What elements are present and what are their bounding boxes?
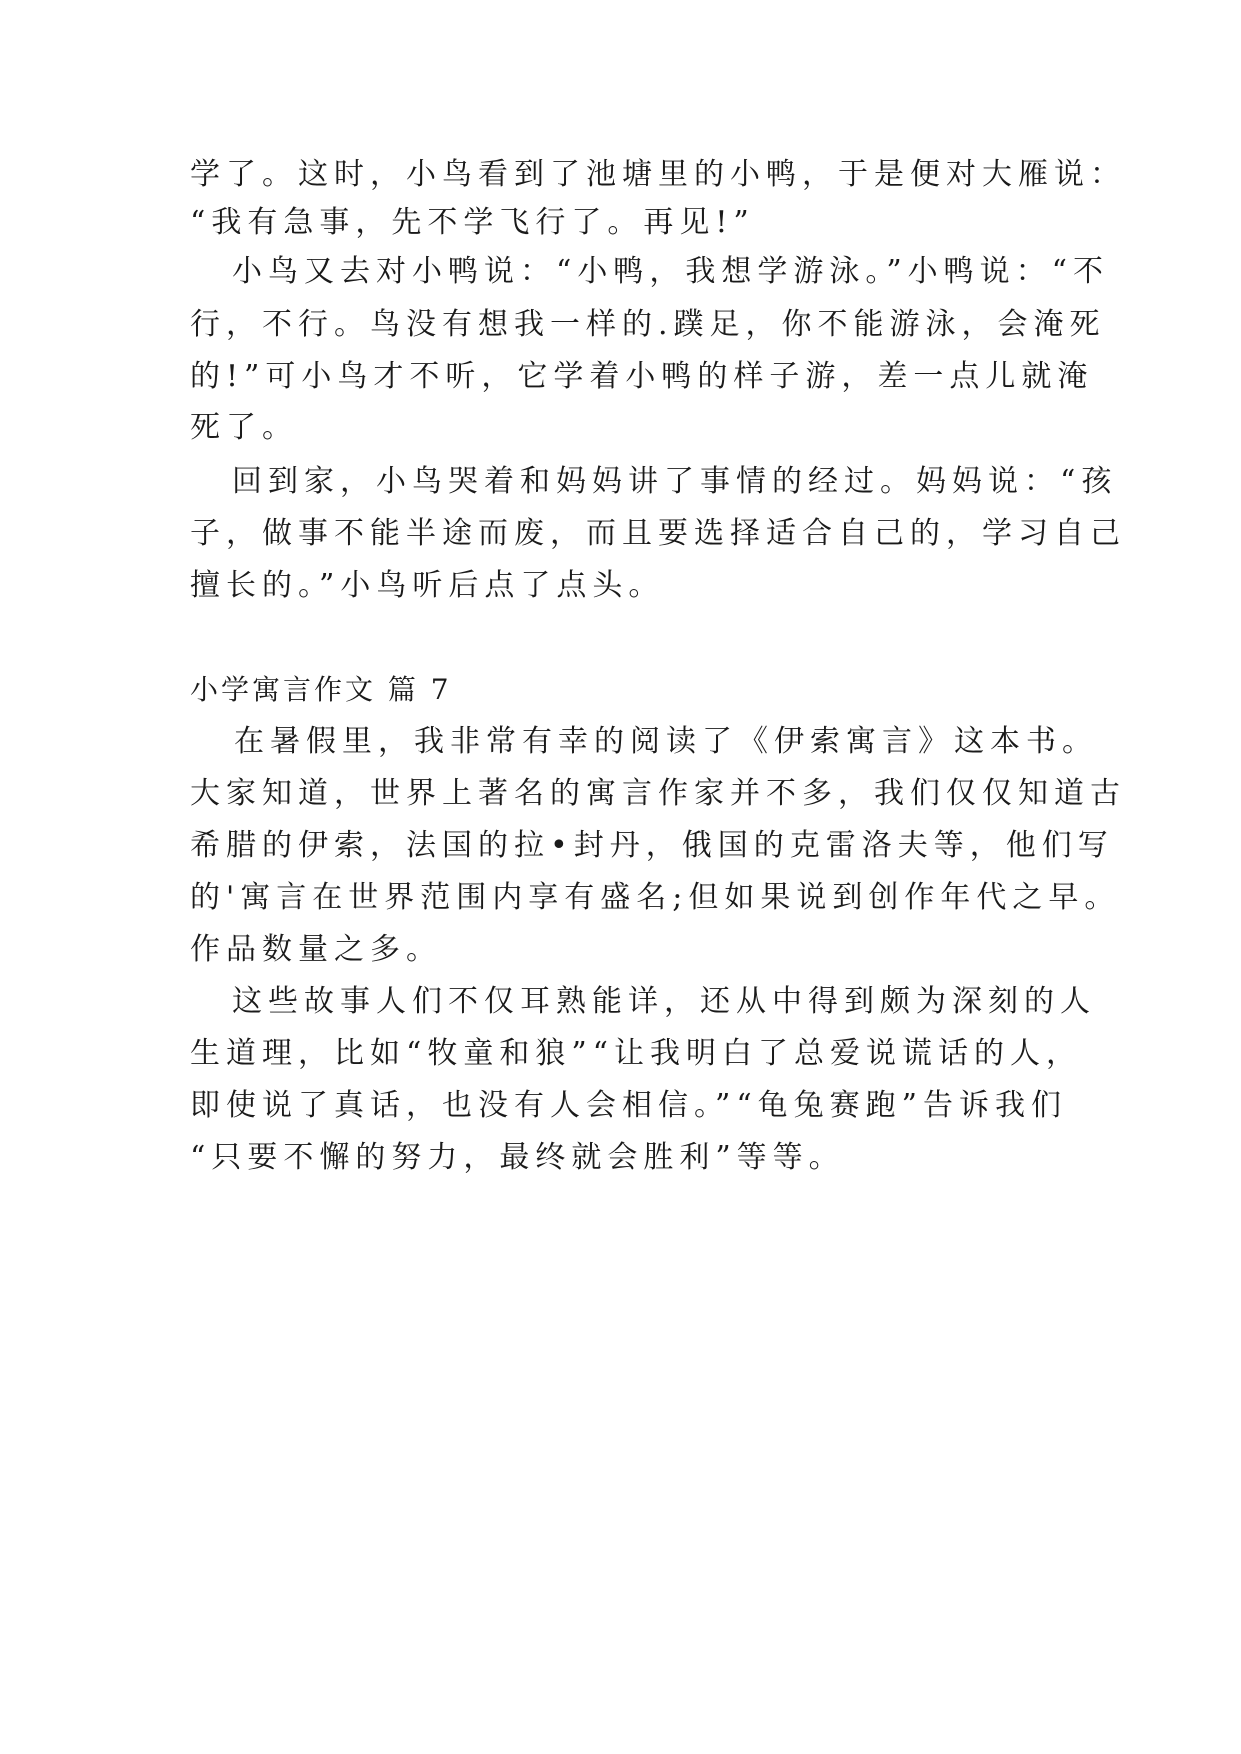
text-line-indented: 在暑假里，我非常有幸的阅读了《伊索寓言》这本书。	[234, 724, 1098, 759]
text-line: 大家知道，世界上著名的寓言作家并不多，我们仅仅知道古	[190, 776, 1126, 811]
text-line-indented: 回到家，小鸟哭着和妈妈讲了事情的经过。妈妈说：“孩	[232, 464, 1118, 499]
text-line-indented: 小鸟又去对小鸭说：“小鸭，我想学游泳。”小鸭说：“不	[232, 254, 1110, 289]
text-line: 擅长的。”小鸟听后点了点头。	[190, 568, 665, 603]
section-heading: 小学寓言作文 篇 7	[190, 673, 452, 706]
text-line: 子，做事不能半途而废，而且要选择适合自己的，学习自己	[190, 516, 1126, 551]
text-line: 作品数量之多。	[190, 932, 442, 967]
text-line: 生道理，比如“牧童和狼”“让我明白了总爱说谎话的人，	[190, 1036, 1083, 1071]
text-line: “只要不懈的努力，最终就会胜利”等等。	[190, 1140, 845, 1175]
text-line: 希腊的伊索，法国的拉•封丹，俄国的克雷洛夫等，他们写	[190, 828, 1114, 863]
text-line: 死了。	[190, 410, 298, 445]
text-line: 的'寓言在世界范围内享有盛名;但如果说到创作年代之早。	[190, 880, 1121, 915]
text-line-indented: 这些故事人们不仅耳熟能详，还从中得到颇为深刻的人	[232, 984, 1096, 1019]
text-line: 学了。这时，小鸟看到了池塘里的小鸭，于是便对大雁说：	[190, 157, 1126, 192]
text-line: 行，不行。鸟没有想我一样的.蹼足，你不能游泳，会淹死	[190, 307, 1106, 342]
text-line: 即使说了真话，也没有人会相信。”“龟兔赛跑”告诉我们	[190, 1088, 1068, 1123]
text-line: 的!”可小鸟才不听，它学着小鸭的样子游，差一点儿就淹	[190, 359, 1094, 394]
text-line: “我有急事，先不学飞行了。再见!”	[190, 205, 755, 240]
